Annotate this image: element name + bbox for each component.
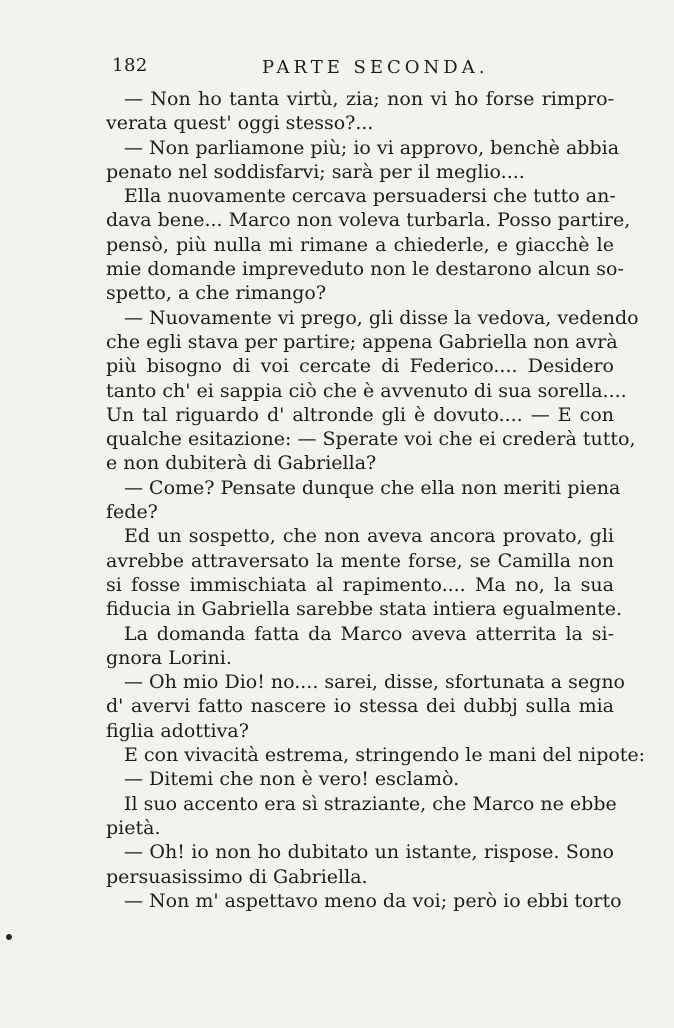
paragraph <box>106 743 646 767</box>
running-title: PARTE SECONDA. <box>262 57 489 78</box>
text-line: Ed un sospetto, che non aveva ancora provato, gli <box>124 525 614 548</box>
text-line: — Nuovamente vi prego, gli disse la vedova, vedendo <box>124 306 639 329</box>
page-number: 182 <box>112 55 148 76</box>
text-line: penato nel soddisfarvi; sarà per il meglio.... <box>106 160 525 183</box>
text-line: — Oh! io non ho dubitato un istante, rispose. Sono <box>124 841 614 864</box>
paragraph <box>106 670 625 743</box>
text-line: — Non parliamone più; io vi approvo, benchè abbia <box>124 136 620 159</box>
text-line: dava bene... Marco non voleva turbarla. Posso partire, <box>106 209 631 232</box>
paragraph <box>106 767 614 791</box>
text-line: La domanda fatta da Marco aveva atterrita la si- <box>124 622 614 645</box>
paragraph <box>106 136 620 185</box>
text-line: si fosse immischiata al rapimento.... Ma no, la sua <box>106 573 614 596</box>
margin-ink-dot <box>6 934 12 940</box>
text-line: persuasissimo di Gabriella. <box>106 865 368 888</box>
text-line: tanto ch' ei sappia ciò che è avvenuto di sua sorella.... <box>106 379 627 402</box>
text-line: d' avervi fatto nascere io stessa dei dubbj sulla mia <box>106 695 614 718</box>
text-line: pensò, più nulla mi rimane a chiederle, e giacchè le <box>106 233 614 256</box>
text-line: Ella nuovamente cercava persuadersi che tutto an- <box>124 185 616 208</box>
paragraph <box>106 184 631 305</box>
text-line: avrebbe attraversato la mente forse, se Camilla non <box>106 549 614 572</box>
paragraph <box>106 889 622 913</box>
paragraph <box>106 792 617 841</box>
text-line: — Oh mio Dio! no.... sarei, disse, sfortunata a segno <box>124 671 625 694</box>
text-line: verata quest' oggi stesso?... <box>106 112 374 135</box>
text-line: — Non m' aspettavo meno da voi; però io ebbi torto <box>124 889 622 912</box>
body-text <box>106 87 646 913</box>
text-line: Il suo accento era sì straziante, che Marco ne ebbe <box>124 792 617 815</box>
page-header <box>112 55 612 81</box>
text-line: qualche esitazione: — Sperate voi che ei crederà tutto, <box>106 428 636 451</box>
paragraph <box>106 524 623 621</box>
paragraph <box>106 306 639 476</box>
text-line: fede? <box>106 501 158 524</box>
paragraph <box>106 622 614 671</box>
text-line: — Ditemi che non è vero! esclamò. <box>124 768 460 791</box>
text-line: fiducia in Gabriella sarebbe stata intiera egualmente. <box>106 598 623 621</box>
text-line: pietà. <box>106 816 161 839</box>
text-line: — Non ho tanta virtù, zia; non vi ho forse rimpro- <box>124 88 614 110</box>
text-line: spetto, a che rimango? <box>106 282 327 305</box>
text-line: E con vivacità estrema, stringendo le mani del nipote: <box>124 744 646 767</box>
paragraph <box>106 476 621 525</box>
text-line: che egli stava per partire; appena Gabriella non avrà <box>106 330 618 353</box>
text-line: mie domande impreveduto non le destarono alcun so- <box>106 258 624 281</box>
text-line: figlia adottiva? <box>106 719 249 742</box>
text-line: e non dubiterà di Gabriella? <box>106 452 377 475</box>
text-line: più bisogno di voi cercate di Federico.... Desidero <box>106 355 614 378</box>
text-line: — Come? Pensate dunque che ella non meriti piena <box>124 476 621 499</box>
text-line: gnora Lorini. <box>106 646 232 669</box>
paragraph <box>106 840 614 889</box>
paragraph <box>106 87 614 136</box>
text-line: Un tal riguardo d' altronde gli è dovuto.... — E con <box>106 403 614 426</box>
